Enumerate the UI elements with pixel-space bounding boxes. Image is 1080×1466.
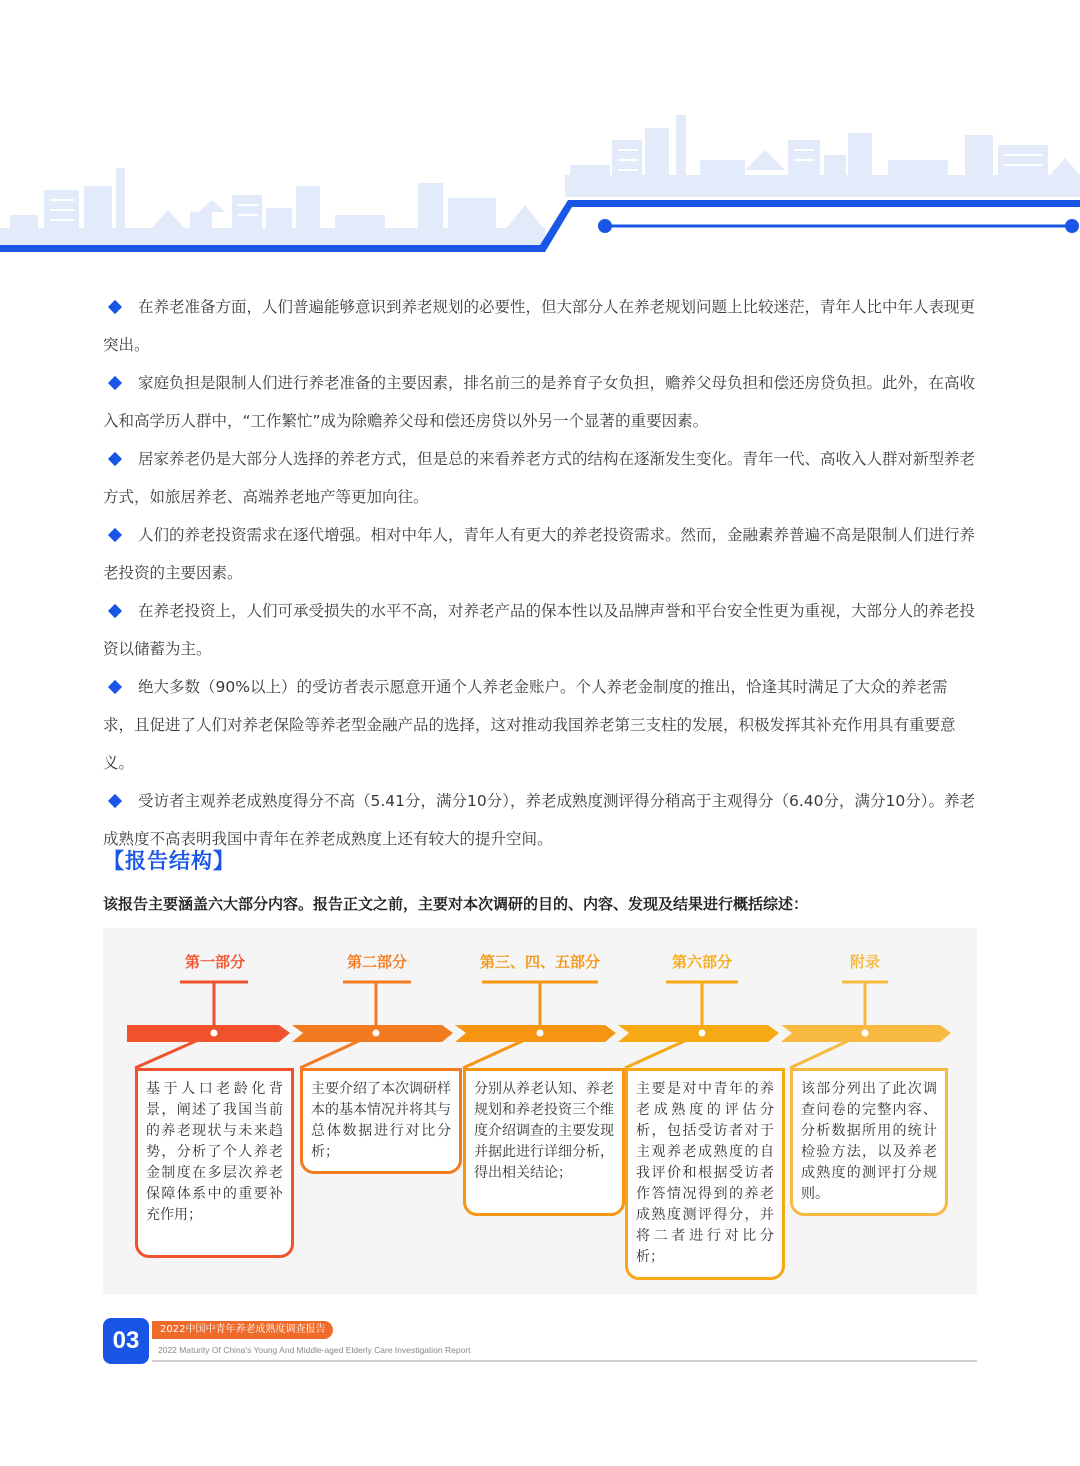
- phase-desc-3: 分别从养老认知、养老规划和养老投资三个维度介绍调查的主要发现并据此进行详细分析，得出相关结论；: [463, 1068, 625, 1216]
- footer-report-title: 2022中国中青年养老成熟度调查报告: [152, 1321, 333, 1339]
- footer-report-title-en: 2022 Maturity Of China's Young And Middle-aged Elderly Care Investigation Report: [158, 1345, 471, 1355]
- page-number: 03: [103, 1318, 149, 1364]
- phase-desc-5: 该部分列出了此次调查问卷的完整内容、分析数据所用的统计检验方法，以及养老成熟度的测评打分规则。: [790, 1068, 948, 1216]
- summary-bullet-text: 绝大多数（90%以上）的受访者表示愿意开通个人养老金账户。个人养老金制度的推出，恰逢其时满足了大众的养老需求，且促进了人们对养老保险等养老型金融产品的选择，这对推动我国养老第三支柱的发展，积极发挥其补充作用具有重要意义。: [103, 678, 956, 772]
- structure-intro: 该报告主要涵盖六大部分内容。报告正文之前，主要对本次调研的目的、内容、发现及结果进行概括综述：: [103, 895, 809, 913]
- summary-bullet-text: 居家养老仍是大部分人选择的养老方式，但是总的来看养老方式的结构在逐渐发生变化。青年一代、高收入人群对新型养老方式，如旅居养老、高端养老地产等更加向往。: [103, 450, 976, 506]
- phase-label-3: 第三、四、五部分: [479, 953, 600, 971]
- footer-divider: [152, 1360, 977, 1362]
- phase-desc-4: 主要是对中青年的养老成熟度的评估分析，包括受访者对于主观养老成熟度的自我评价和根据受访者作答情况得到的养老成熟度测评得分，并将二者进行对比分析；: [625, 1068, 785, 1280]
- summary-bullet-text: 在养老投资上，人们可承受损失的水平不高，对养老产品的保本性以及品牌声誉和平台安全性更为重视，大部分人的养老投资以储蓄为主。: [103, 602, 976, 658]
- summary-bullet-text: 家庭负担是限制人们进行养老准备的主要因素，排名前三的是养育子女负担，赡养父母负担和偿还房贷负担。此外，在高收入和高学历人群中，“工作繁忙”成为除赡养父母和偿还房贷以外另一个显著的重要因素。: [103, 374, 976, 430]
- summary-bullet-text: 在养老准备方面，人们普遍能够意识到养老规划的必要性，但大部分人在养老规划问题上比较迷茫，青年人比中年人表现更突出。: [103, 298, 976, 354]
- phase-desc-2: 主要介绍了本次调研样本的基本情况并将其与总体数据进行对比分析；: [300, 1068, 462, 1174]
- phase-desc-1: 基于人口老龄化背景，阐述了我国当前的养老现状与未来趋势，分析了个人养老金制度在多层次养老保障体系中的重要补充作用；: [135, 1068, 294, 1258]
- phase-label-1: 第一部分: [184, 953, 245, 971]
- phase-label-2: 第二部分: [346, 953, 407, 971]
- summary-bullet-text: 受访者主观养老成熟度得分不高（5.41分，满分10分），养老成熟度测评得分稍高于主观得分（6.40分，满分10分）。养老成熟度不高表明我国中青年在养老成熟度上还有较大的提升空间。: [103, 792, 975, 848]
- summary-bullet-text: 人们的养老投资需求在逐代增强。相对中年人，青年人有更大的养老投资需求。然而，金融素养普遍不高是限制人们进行养老投资的主要因素。: [103, 526, 976, 582]
- phase-label-5: 附录: [849, 953, 880, 971]
- phase-label-4: 第六部分: [671, 953, 732, 971]
- section-title: 【报告结构】: [103, 849, 235, 873]
